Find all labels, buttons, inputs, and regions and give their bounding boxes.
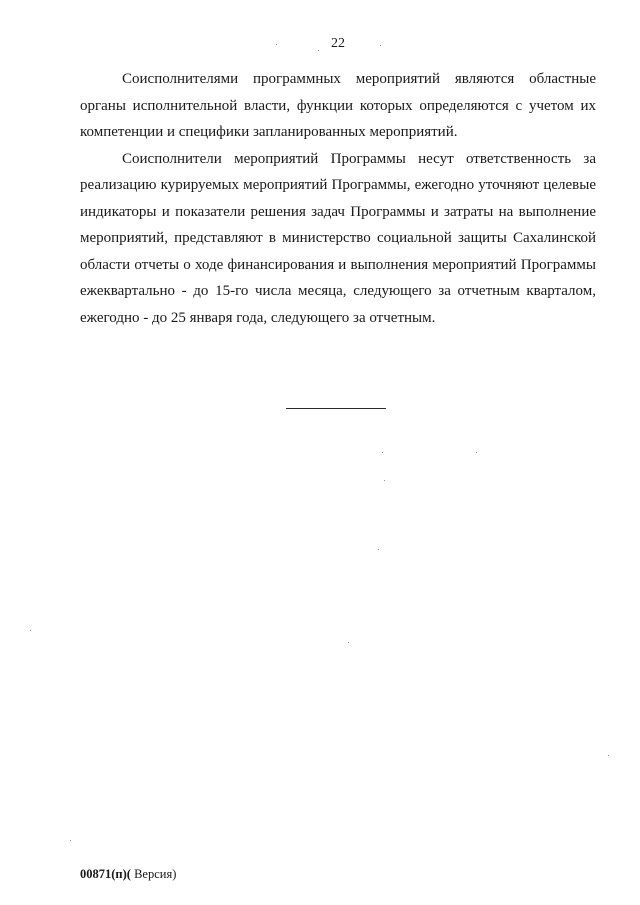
scan-speck: [318, 50, 319, 51]
scan-speck: [476, 452, 477, 453]
scan-speck: [30, 630, 31, 631]
scan-speck: [380, 45, 381, 46]
footer-version: Версия): [130, 867, 177, 881]
paragraph-responsibility: Соисполнители мероприятий Программы несут ответственность за реализацию курируемых мероприятий Программы, ежегодно уточняют целевые индикаторы и показатели решения задач Программы и затраты на выполнение мероприятий, представляют в министерство социальной защиты Сахалинской области отчеты о ходе финансирования и выполнения мероприятий Программы ежеквартально - до 15-го числа месяца, следующего за отчетным кварталом, ежегодно - до 25 января года, следующего за отчетным.: [80, 150, 596, 326]
section-separator-line: [286, 408, 386, 409]
scan-speck: [382, 452, 383, 453]
scan-speck: [378, 549, 379, 550]
paragraph-co-executors: Соисполнителями программных мероприятий являются областные органы исполнительной власти, функции которых определяются с учетом их компетенции и специфики запланированных мероприятий.: [80, 71, 596, 140]
scan-speck: [348, 642, 349, 643]
scan-speck: [608, 755, 609, 756]
footer-document-code: [80, 866, 176, 882]
scan-speck: [70, 840, 71, 841]
scan-speck: [276, 44, 277, 45]
footer-code: 00871(п)(: [80, 867, 131, 881]
scan-speck: [384, 480, 385, 481]
document-body: [80, 66, 596, 331]
page-number: 22: [331, 36, 345, 51]
